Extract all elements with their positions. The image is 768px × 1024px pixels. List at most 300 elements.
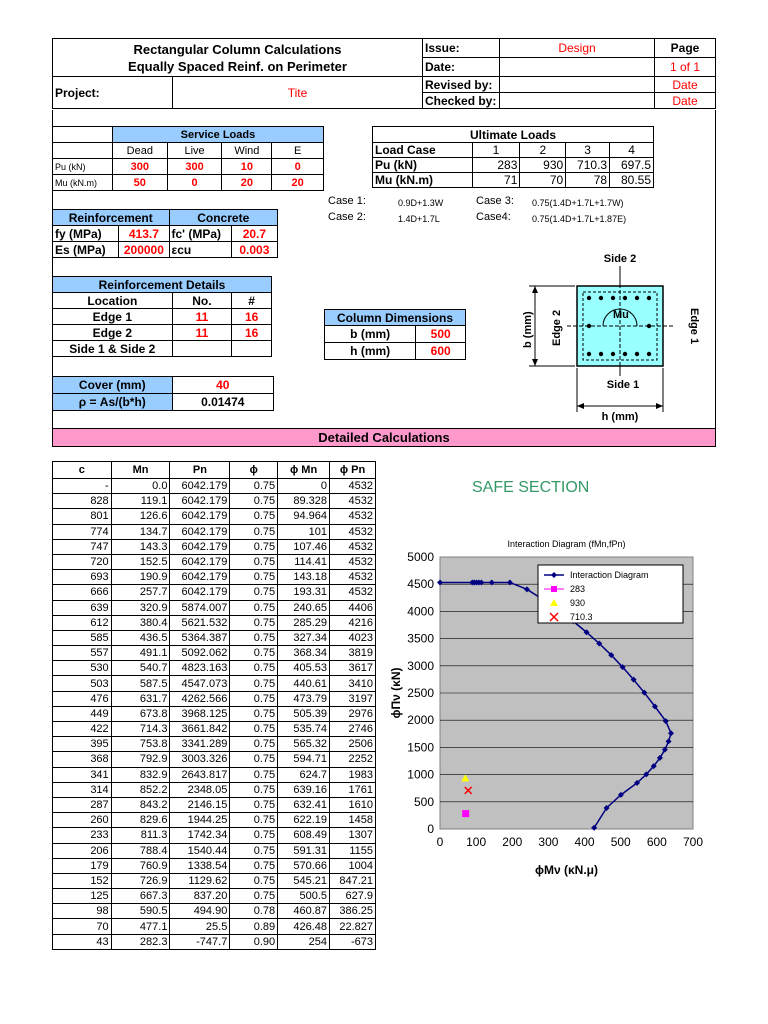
- table-cell: 0.75: [230, 646, 278, 661]
- y-tick-label: 2000: [407, 713, 434, 728]
- table-cell: 1610: [330, 797, 376, 812]
- table-cell: 0.75: [230, 858, 278, 873]
- table-cell: 760.9: [111, 858, 170, 873]
- row-mu-label: Mu (kN.m): [53, 175, 113, 191]
- table-row: [53, 904, 376, 919]
- table-cell: 720: [53, 554, 112, 569]
- mu-dead[interactable]: 50: [112, 175, 167, 191]
- table-cell: 4532: [330, 494, 376, 509]
- table-cell: 594.71: [278, 752, 330, 767]
- table-cell: 0.75: [230, 828, 278, 843]
- table-cell: 673.8: [111, 706, 170, 721]
- table-cell: 1944.25: [170, 813, 230, 828]
- case-4: 4: [610, 143, 654, 158]
- table-cell: 386.25: [330, 904, 376, 919]
- legend-entry: 283: [570, 584, 586, 594]
- col-wind: Wind: [222, 143, 272, 159]
- h-dim-label: h (mm): [601, 411, 639, 423]
- cover-value[interactable]: 40: [172, 377, 273, 394]
- table-cell: 3968.125: [170, 706, 230, 721]
- b-dim-label: b (mm): [522, 311, 534, 348]
- table-cell: 585: [53, 630, 112, 645]
- table-row: [53, 858, 376, 873]
- table-cell: 426.48: [278, 919, 330, 934]
- h-label: h (mm): [325, 343, 416, 360]
- edge1-label: Edge 1: [688, 308, 700, 345]
- table-cell: 2976: [330, 706, 376, 721]
- safe-section-label: SAFE SECTION: [472, 479, 590, 496]
- table-cell: 1307: [330, 828, 376, 843]
- arrow-left-icon: [577, 403, 584, 409]
- table-cell: 847.21: [330, 873, 376, 888]
- table-cell: 587.5: [111, 676, 170, 691]
- table-cell: 832.9: [111, 767, 170, 782]
- header-c: c: [53, 462, 112, 479]
- arrow-down-icon: [532, 359, 538, 366]
- table-cell: 0.75: [230, 661, 278, 676]
- table-cell: 0.75: [230, 509, 278, 524]
- revised-value-empty[interactable]: [500, 77, 655, 93]
- y-tick-label: 500: [413, 794, 434, 809]
- table-cell: 1004: [330, 858, 376, 873]
- interaction-diagram-chart: [378, 520, 716, 886]
- h-value[interactable]: 600: [416, 343, 466, 360]
- table-cell: 0.75: [230, 524, 278, 539]
- data-point-283: [462, 810, 469, 817]
- x-tick-label: 200: [502, 835, 523, 849]
- x-tick-label: 700: [682, 835, 704, 849]
- mu-e[interactable]: 20: [272, 175, 324, 191]
- table-cell: 0.75: [230, 737, 278, 752]
- table-cell: 3197: [330, 691, 376, 706]
- table-cell: 476: [53, 691, 112, 706]
- table-cell: 5874.007: [170, 600, 230, 615]
- table-cell: 4532: [330, 554, 376, 569]
- table-cell: 639.16: [278, 782, 330, 797]
- table-row: [53, 919, 376, 934]
- table-cell: 143.3: [111, 539, 170, 554]
- table-row: [53, 539, 376, 554]
- table-cell: 436.5: [111, 630, 170, 645]
- table-cell: -673: [330, 934, 376, 949]
- table-cell: 70: [53, 919, 112, 934]
- table-cell: 368.34: [278, 646, 330, 661]
- table-cell: 1155: [330, 843, 376, 858]
- table-cell: 2506: [330, 737, 376, 752]
- table-cell: 287: [53, 797, 112, 812]
- table-cell: 327.34: [278, 630, 330, 645]
- table-row: [53, 615, 376, 630]
- table-cell: 6042.179: [170, 585, 230, 600]
- table-row: [53, 737, 376, 752]
- table-cell: 3003.326: [170, 752, 230, 767]
- checked-date: Date: [655, 93, 716, 109]
- y-tick-label: 5000: [407, 550, 434, 564]
- table-cell: 1338.54: [170, 858, 230, 873]
- table-cell: 4823.163: [170, 661, 230, 676]
- table-cell: 693: [53, 570, 112, 585]
- checked-value-empty[interactable]: [500, 93, 655, 109]
- edge2-label: Edge 2: [551, 309, 563, 346]
- table-row: [53, 813, 376, 828]
- table-cell: 0.75: [230, 539, 278, 554]
- case2-label: Case 2:: [328, 211, 366, 223]
- table-cell: 285.29: [278, 615, 330, 630]
- table-cell: 2146.15: [170, 797, 230, 812]
- table-cell: 460.87: [278, 904, 330, 919]
- y-tick-label: 1000: [407, 767, 434, 782]
- table-cell: 260: [53, 813, 112, 828]
- legend-entry: Interaction Diagram: [570, 570, 649, 580]
- ult-mu-label: Mu (kN.m): [373, 173, 473, 188]
- y-tick-label: 2500: [407, 686, 434, 700]
- table-cell: 6042.179: [170, 509, 230, 524]
- table-cell: 449: [53, 706, 112, 721]
- table-cell: 639: [53, 600, 112, 615]
- table-cell: 0.75: [230, 873, 278, 888]
- table-cell: 5092.062: [170, 646, 230, 661]
- table-cell: 4262.566: [170, 691, 230, 706]
- y-tick-label: 0: [427, 822, 434, 836]
- table-row: [53, 722, 376, 737]
- table-cell: 540.7: [111, 661, 170, 676]
- table-cell: 0.75: [230, 554, 278, 569]
- case-3: 3: [566, 143, 610, 158]
- ult-mu-2: 70: [520, 173, 566, 188]
- legend-entry: 930: [570, 598, 586, 608]
- ult-mu-4: 80.55: [610, 173, 654, 188]
- case3-formula: 0.75(1.4D+1.7L+1.7W): [532, 198, 624, 208]
- side12-no[interactable]: [172, 341, 232, 357]
- table-cell: 3341.289: [170, 737, 230, 752]
- table-cell: 6042.179: [170, 494, 230, 509]
- case4-label: Case4:: [476, 211, 511, 223]
- table-row: [53, 600, 376, 615]
- case-1: 1: [472, 143, 520, 158]
- ecu-label: εcu: [169, 242, 231, 258]
- side12-size[interactable]: [232, 341, 272, 357]
- fy-value[interactable]: 413.7: [119, 226, 169, 242]
- edge1-size[interactable]: 16: [232, 309, 272, 325]
- table-cell: 788.4: [111, 843, 170, 858]
- table-row: [53, 509, 376, 524]
- title-line-1: Rectangular Column Calculations: [133, 41, 342, 57]
- table-cell: 395: [53, 737, 112, 752]
- project-label: Project:: [53, 77, 173, 109]
- table-row: [53, 661, 376, 676]
- pu-e[interactable]: 0: [272, 159, 324, 175]
- table-row: [53, 706, 376, 721]
- y-tick-label: 1500: [407, 740, 434, 755]
- table-row: [53, 570, 376, 585]
- table-row: [53, 767, 376, 782]
- table-cell: 530: [53, 661, 112, 676]
- table-cell: 1458: [330, 813, 376, 828]
- title-line-2: Equally Spaced Reinf. on Perimeter: [128, 58, 347, 74]
- table-cell: 590.5: [111, 904, 170, 919]
- table-cell: 206: [53, 843, 112, 858]
- table-cell: 1129.62: [170, 873, 230, 888]
- table-cell: 0.75: [230, 843, 278, 858]
- fy-label: fy (MPa): [53, 226, 119, 242]
- table-cell: 624.7: [278, 767, 330, 782]
- table-cell: 240.65: [278, 600, 330, 615]
- table-cell: 505.39: [278, 706, 330, 721]
- y-tick-label: 4000: [407, 604, 434, 619]
- table-cell: 0.75: [230, 691, 278, 706]
- side12-label: Side 1 & Side 2: [53, 341, 173, 357]
- x-tick-label: 400: [574, 835, 595, 849]
- table-cell: 1761: [330, 782, 376, 797]
- cover-label: Cover (mm): [53, 377, 173, 394]
- table-cell: 3819: [330, 646, 376, 661]
- pu-dead[interactable]: 300: [112, 159, 167, 175]
- table-row: [53, 782, 376, 797]
- edge1-label: Edge 1: [53, 309, 173, 325]
- case1-label: Case 1:: [328, 195, 366, 207]
- table-cell: 632.41: [278, 797, 330, 812]
- table-cell: 440.61: [278, 676, 330, 691]
- table-cell: 22.827: [330, 919, 376, 934]
- table-cell: 152.5: [111, 554, 170, 569]
- table-cell: 774: [53, 524, 112, 539]
- table-cell: 473.79: [278, 691, 330, 706]
- revised-date: Date: [655, 77, 716, 93]
- table-cell: 0.75: [230, 767, 278, 782]
- concrete-title: Concrete: [169, 210, 278, 226]
- header-table: [52, 38, 716, 109]
- table-cell: 0.89: [230, 919, 278, 934]
- ult-pu-2: 930: [520, 158, 566, 173]
- es-label: Es (MPa): [53, 242, 119, 258]
- table-row: [53, 843, 376, 858]
- table-cell: 591.31: [278, 843, 330, 858]
- service-loads-table: [52, 126, 324, 191]
- x-tick-label: 100: [466, 835, 487, 849]
- table-cell: 0.75: [230, 889, 278, 904]
- table-cell: 3410: [330, 676, 376, 691]
- revised-label: Revised by:: [423, 77, 500, 93]
- col-dead: Dead: [112, 143, 167, 159]
- table-cell: 254: [278, 934, 330, 949]
- table-cell: 477.1: [111, 919, 170, 934]
- edge2-no[interactable]: 11: [172, 325, 232, 341]
- pu-live[interactable]: 300: [167, 159, 222, 175]
- table-cell: 0.75: [230, 676, 278, 691]
- table-cell: 0.78: [230, 904, 278, 919]
- table-row: [53, 630, 376, 645]
- column-dims-table: [324, 309, 466, 360]
- table-cell: 4547.073: [170, 676, 230, 691]
- table-cell: 843.2: [111, 797, 170, 812]
- table-cell: 233: [53, 828, 112, 843]
- table-cell: 792.9: [111, 752, 170, 767]
- table-cell: 125: [53, 889, 112, 904]
- table-cell: 314: [53, 782, 112, 797]
- table-cell: 837.20: [170, 889, 230, 904]
- table-cell: 320.9: [111, 600, 170, 615]
- chart-title: Interaction Diagram (fMn,fPn): [507, 539, 626, 549]
- table-cell: 714.3: [111, 722, 170, 737]
- table-cell: 4406: [330, 600, 376, 615]
- table-cell: 4532: [330, 539, 376, 554]
- table-cell: 6042.179: [170, 570, 230, 585]
- table-cell: 622.19: [278, 813, 330, 828]
- fc-value[interactable]: 20.7: [231, 226, 277, 242]
- table-cell: 134.7: [111, 524, 170, 539]
- x-tick-label: 600: [646, 835, 667, 849]
- table-row: [53, 873, 376, 888]
- table-row: [53, 676, 376, 691]
- table-cell: 0.75: [230, 600, 278, 615]
- reinforcement-title: Reinforcement: [53, 210, 170, 226]
- table-cell: 0.75: [230, 722, 278, 737]
- project-value[interactable]: Tite: [173, 77, 423, 109]
- table-cell: 2746: [330, 722, 376, 737]
- table-cell: 828: [53, 494, 112, 509]
- table-row: [53, 524, 376, 539]
- load-case-label: Load Case: [373, 143, 473, 158]
- table-cell: 0.75: [230, 797, 278, 812]
- materials-table: [52, 209, 278, 258]
- service-loads-title: Service Loads: [112, 127, 323, 143]
- edge1-no[interactable]: 11: [172, 309, 232, 325]
- table-cell: 6042.179: [170, 554, 230, 569]
- table-cell: -747.7: [170, 934, 230, 949]
- issue-label: Issue:: [423, 39, 500, 58]
- table-cell: 557: [53, 646, 112, 661]
- column-section-diagram: [505, 248, 705, 423]
- edge2-size[interactable]: 16: [232, 325, 272, 341]
- table-cell: 1742.34: [170, 828, 230, 843]
- mu-wind[interactable]: 20: [222, 175, 272, 191]
- header-phi: ϕ: [230, 462, 278, 479]
- table-cell: 152: [53, 873, 112, 888]
- es-value[interactable]: 200000: [119, 242, 169, 258]
- table-cell: 2348.05: [170, 782, 230, 797]
- table-cell: 811.3: [111, 828, 170, 843]
- ecu-value[interactable]: 0.003: [231, 242, 277, 258]
- table-cell: 1983: [330, 767, 376, 782]
- table-cell: 0.75: [230, 752, 278, 767]
- table-row: [53, 554, 376, 569]
- table-row: [53, 691, 376, 706]
- table-cell: 94.964: [278, 509, 330, 524]
- table-cell: 0.75: [230, 585, 278, 600]
- table-cell: 0.75: [230, 494, 278, 509]
- issue-value[interactable]: Design: [500, 39, 655, 58]
- case4-formula: 0.75(1.4D+1.7L+1.87E): [532, 214, 627, 224]
- header-pn: Pn: [170, 462, 230, 479]
- table-cell: 98: [53, 904, 112, 919]
- ult-pu-label: Pu (kN): [373, 158, 473, 173]
- table-cell: 193.31: [278, 585, 330, 600]
- rho-label: ρ = As/(b*h): [53, 394, 173, 411]
- case1-formula: 0.9D+1.3W: [398, 198, 444, 208]
- table-cell: 341: [53, 767, 112, 782]
- x-tick-label: 300: [538, 835, 559, 849]
- table-cell: 565.32: [278, 737, 330, 752]
- table-cell: 5621.532: [170, 615, 230, 630]
- table-cell: 6042.179: [170, 539, 230, 554]
- mu-live[interactable]: 0: [167, 175, 222, 191]
- table-cell: 494.90: [170, 904, 230, 919]
- table-cell: 5364.387: [170, 630, 230, 645]
- x-tick-label: 500: [610, 835, 631, 849]
- ult-pu-1: 283: [472, 158, 520, 173]
- legend-entry: 710.3: [570, 612, 593, 622]
- table-row: [53, 828, 376, 843]
- header-mn: Mn: [111, 462, 170, 479]
- b-value[interactable]: 500: [416, 326, 466, 343]
- table-cell: 4216: [330, 615, 376, 630]
- table-cell: 0.75: [230, 630, 278, 645]
- table-cell: 491.1: [111, 646, 170, 661]
- edge2-label: Edge 2: [53, 325, 173, 341]
- col-e: E: [272, 143, 324, 159]
- pu-wind[interactable]: 10: [222, 159, 272, 175]
- table-cell: 6042.179: [170, 524, 230, 539]
- ult-mu-1: 71: [472, 173, 520, 188]
- date-value[interactable]: [500, 58, 655, 77]
- table-cell: 6042.179: [170, 479, 230, 494]
- page-value: 1 of 1: [655, 58, 716, 77]
- table-cell: 0: [278, 479, 330, 494]
- table-cell: 0.75: [230, 706, 278, 721]
- table-cell: 503: [53, 676, 112, 691]
- table-row: [53, 752, 376, 767]
- table-row: [53, 479, 376, 494]
- table-cell: 25.5: [170, 919, 230, 934]
- table-cell: 107.46: [278, 539, 330, 554]
- table-row: [53, 646, 376, 661]
- table-cell: 667.3: [111, 889, 170, 904]
- x-axis-label: ϕMν (κΝ.μ): [534, 863, 599, 877]
- table-cell: 190.9: [111, 570, 170, 585]
- table-cell: 2252: [330, 752, 376, 767]
- fc-label: fc' (MPa): [169, 226, 231, 242]
- ultimate-loads-title: Ultimate Loads: [373, 127, 654, 143]
- table-row: [53, 889, 376, 904]
- table-cell: 4532: [330, 524, 376, 539]
- table-cell: 89.328: [278, 494, 330, 509]
- table-cell: 0.75: [230, 813, 278, 828]
- table-cell: 257.7: [111, 585, 170, 600]
- side1-label: Side 1: [606, 379, 640, 391]
- table-cell: 179: [53, 858, 112, 873]
- cover-table: [52, 376, 274, 411]
- header-phi-pn: ϕ Pn: [330, 462, 376, 479]
- case3-label: Case 3:: [476, 195, 514, 207]
- table-cell: 0.75: [230, 615, 278, 630]
- arrow-right-icon: [656, 403, 663, 409]
- table-cell: 666: [53, 585, 112, 600]
- table-cell: 801: [53, 509, 112, 524]
- table-cell: 631.7: [111, 691, 170, 706]
- table-cell: 500.5: [278, 889, 330, 904]
- y-tick-label: 4500: [407, 577, 434, 592]
- mu-label: Mu: [613, 309, 629, 321]
- table-cell: 747: [53, 539, 112, 554]
- table-row: [53, 797, 376, 812]
- table-cell: 4532: [330, 509, 376, 524]
- table-cell: 0.90: [230, 934, 278, 949]
- size-header: #: [232, 293, 272, 309]
- table-cell: 126.6: [111, 509, 170, 524]
- table-cell: 0.0: [111, 479, 170, 494]
- table-cell: 114.41: [278, 554, 330, 569]
- column-dims-title: Column Dimensions: [325, 310, 466, 326]
